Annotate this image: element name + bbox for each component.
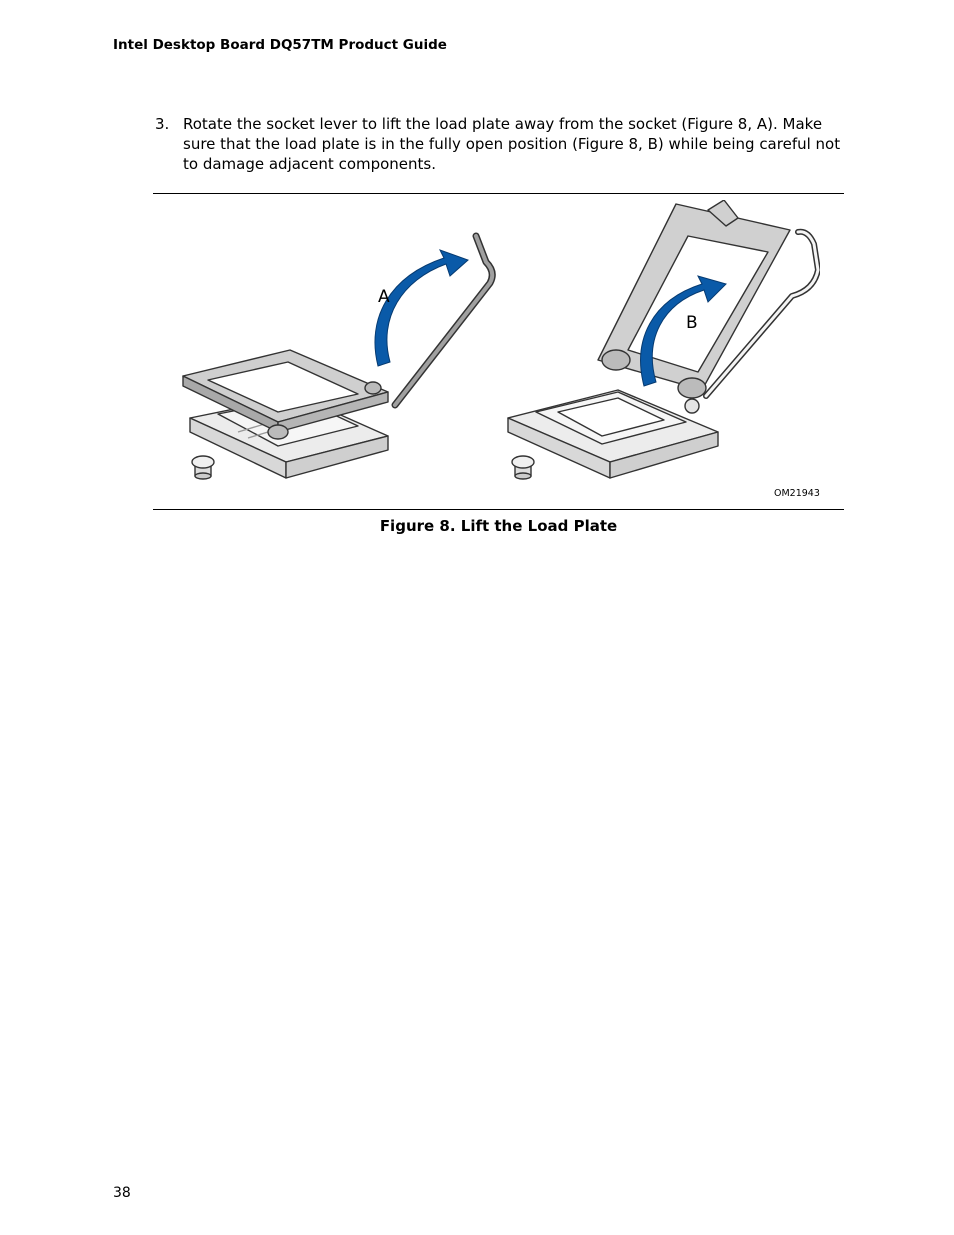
running-header: Intel Desktop Board DQ57TM Product Guide — [113, 37, 447, 53]
socket-illustration — [178, 200, 820, 502]
page-number: 38 — [113, 1185, 131, 1201]
step-number: 3. — [155, 115, 170, 133]
socket-figure — [178, 200, 820, 502]
figure-label-b: B — [686, 313, 698, 333]
instruction-step — [155, 114, 845, 174]
figure-top-rule — [153, 193, 844, 194]
figure-caption: Figure 8. Lift the Load Plate — [379, 517, 618, 535]
figure-bottom-rule — [153, 509, 844, 510]
step-text: Rotate the socket lever to lift the load plate away from the socket (Figure 8, A). Make sure that the load plate is in the fully open position (Figure 8, B) while being careful not to damage adjacent components. — [183, 115, 841, 173]
figure-code: OM21943 — [774, 488, 820, 499]
arrow-a — [375, 250, 468, 366]
figure-label-a: A — [378, 287, 390, 307]
socket-left — [183, 350, 388, 479]
